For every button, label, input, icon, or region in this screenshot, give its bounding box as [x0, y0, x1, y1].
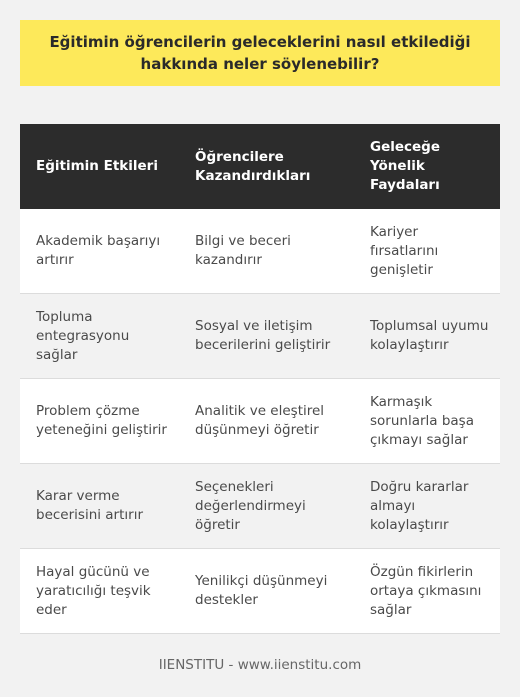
table-header-row: [20, 124, 500, 209]
comparison-table: [20, 124, 500, 634]
footer-credit: IIENSTITU - www.iienstitu.com: [158, 657, 362, 673]
table-cell: Hayal gücünü ve yaratıcılığı teşvik eder: [36, 563, 151, 618]
header-cell: Eğitimin Etkileri: [36, 158, 158, 174]
table-row: [20, 549, 500, 634]
table-row: [20, 294, 500, 379]
table-cell: Bilgi ve beceri kazandırır: [195, 233, 291, 268]
table-row: [20, 464, 500, 549]
table-cell: Özgün fikirlerin ortaya çıkmasını sağlar: [370, 563, 482, 618]
table-row: [20, 379, 500, 464]
table-cell: Problem çözme yeteneğini geliştirir: [36, 403, 167, 438]
table-row: [20, 209, 500, 294]
table-cell: Akademik başarıyı artırır: [36, 233, 161, 268]
table-cell: Toplumsal uyumu kolaylaştırır: [370, 318, 489, 353]
table-cell: Analitik ve eleştirel düşünmeyi öğretir: [195, 403, 325, 438]
table-cell: Karmaşık sorunlarla başa çıkmayı sağlar: [370, 393, 474, 448]
header-cell: Öğrencilere Kazandırdıkları: [195, 148, 311, 184]
table-cell: Topluma entegrasyonu sağlar: [36, 308, 130, 363]
page-title: Eğitimin öğrencilerin geleceklerini nasıl etkilediği hakkında neler söylenebilir?: [49, 33, 471, 73]
table-cell: Kariyer fırsatlarını genişletir: [370, 223, 439, 278]
table-cell: Yenilikçi düşünmeyi destekler: [195, 573, 328, 608]
table-cell: Doğru kararlar almayı kolaylaştırır: [370, 478, 469, 533]
table-cell: Karar verme becerisini artırır: [36, 488, 144, 523]
header-cell: Geleceğe Yönelik Faydaları: [370, 139, 440, 193]
table-cell: Sosyal ve iletişim becerilerini geliştirir: [195, 318, 331, 353]
table-cell: Seçenekleri değerlendirmeyi öğretir: [195, 478, 306, 533]
title-banner: [20, 20, 500, 86]
